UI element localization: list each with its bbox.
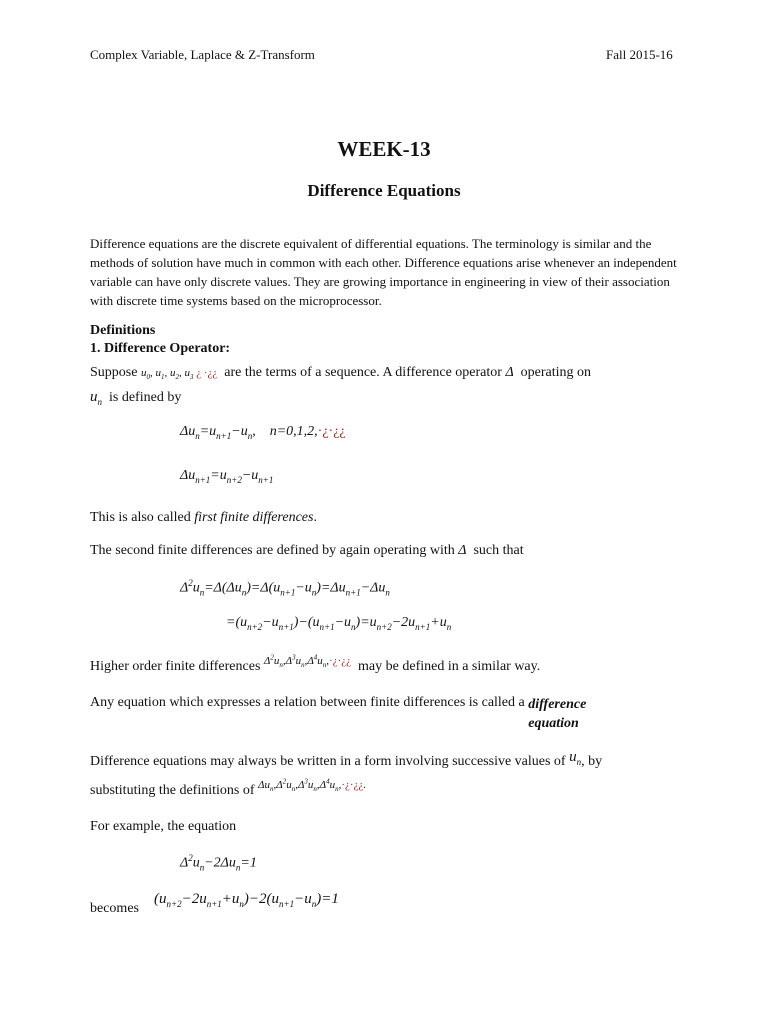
similar-way-text: may be defined in a similar way. (358, 659, 541, 674)
example-line: For example, the equation (90, 819, 237, 834)
becomes-word: becomes (90, 901, 139, 916)
difference-equation-term: difference equation (528, 697, 587, 731)
header-left: Complex Variable, Laplace & Z-Transform (90, 47, 315, 62)
suppose-word: Suppose (90, 365, 138, 380)
suppose-line: Suppose $u_0$, $u_1$, $u_2$, $u_3$ ¿ ·¿¿ are the terms of a sequence. A difference operator Δ operating on (90, 365, 592, 382)
garble-seq: ¿ ·¿¿ (196, 367, 218, 379)
header-right: Fall 2015-16 (606, 47, 673, 62)
equation-first-difference-shift: $\Delta u_{n+1}=u_{n+2}-u_{n+1}$ (180, 468, 274, 485)
operating-on-text: operating on (520, 365, 592, 380)
any-eq-text: Any equation which expresses a relation between finite differences is called a (90, 695, 525, 710)
higher-text: Higher order finite differences (90, 659, 261, 674)
defined-by-text: is defined by (109, 390, 182, 405)
definitions-heading: Definitions (90, 323, 156, 338)
intro-paragraph: Difference equations are the discrete equivalent of differential equations. The terminology is similar and the methods of solution have much in common with each other. Difference equations arise whenever an independent variable can have only discrete values. They are growing importance in engineering in view of their association with discrete time systems based on the microprocessor. (90, 236, 677, 308)
higher-order-line: Higher order finite differences $^{\Delta^2u_n,\Delta^3u_n,\Delta^4u_n,\cdot¿\cdot¿¿}$ may be defined in a similar way. (90, 653, 541, 674)
always-text: Difference equations may always be written in a form involving successive values of (90, 754, 566, 769)
page-subtitle: Difference Equations (307, 181, 461, 200)
by-text: , by (581, 754, 603, 769)
page-title: WEEK-13 (337, 137, 431, 161)
also-called-text: This is also called (90, 510, 191, 525)
second-text: The second finite differences are defined by again operating with (90, 543, 455, 558)
always-written-line: Difference equations may always be written in a form involving successive values of $u_n$, by (90, 749, 603, 769)
equation-second-difference: $\Delta^2u_n=\Delta(\Delta u_n)=\Delta(u_{n+1}-u_n)=\Delta u_{n+1}-\Delta u_n$ (180, 578, 390, 598)
example-equation: $\Delta^2u_n-2\Delta u_n=1$ (180, 853, 257, 873)
first-finite-term: first finite differences (194, 510, 314, 525)
garble-higher: ·¿·¿¿ (329, 655, 352, 667)
garble-subs: ·¿·¿¿ (341, 779, 364, 791)
difference-operator-heading: 1. Difference Operator: (90, 341, 231, 356)
second-differences-line: The second finite differences are defined by again operating with Δ such that (90, 543, 524, 558)
substituting-text: substituting the definitions of (90, 783, 255, 798)
sequence-text: are the terms of a sequence. A difference operator (224, 365, 502, 380)
such-that-text: such that (473, 543, 524, 558)
example-equation-expanded: $(u_{n+2}-2u_{n+1}+u_n)-2(u_{n+1}-u_n)=1$ (154, 891, 339, 909)
any-equation-line (90, 695, 598, 733)
also-called-line: This is also called first finite differences. (90, 510, 317, 525)
equation-first-difference: $\Delta u_n=u_{n+1}-u_n$, n=0,1,2,·¿·¿¿ (180, 424, 346, 441)
defined-by-line: $u_n$ is defined by (90, 389, 182, 407)
garble-n: ·¿·¿¿ (317, 424, 346, 439)
equation-second-difference-expanded: $=(u_{n+2}-u_{n+1})-(u_{n+1}-u_n)=u_{n+2}-2u_{n+1}+u_n$ (226, 615, 452, 632)
substituting-line: substituting the definitions of $^{\Delta u_n,\Delta^2u_n,\Delta^3u_n,\Delta^4u_n,\cdot¿\cdot¿¿.}$ (90, 777, 367, 798)
